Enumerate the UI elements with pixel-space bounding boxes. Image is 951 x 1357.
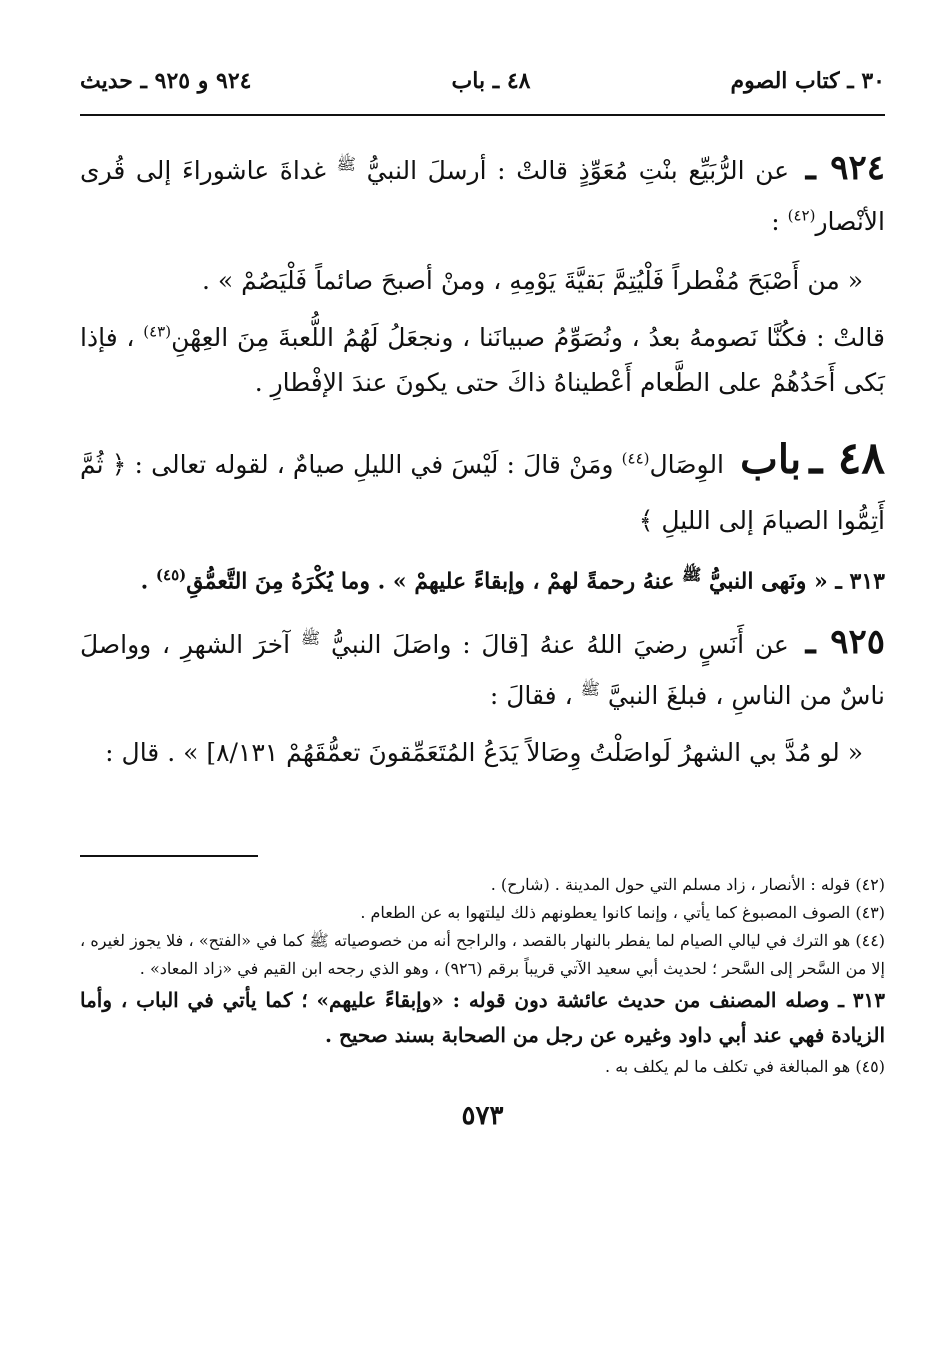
hadith-text: ، فإذا بَكى أَحَدُهُمْ على الطَّعام أَعْطيناهُ ذاكَ حتى يكونَ عندَ الإفْطارِ . xyxy=(80,323,885,398)
quote-text: « لو مُدَّ بي الشهرُ لَواصَلْتُ وِصَالاً يَدَعُ المُتَعَمِّقونَ تعمُّقَهُمْ ٨/١٣١] » . قال : xyxy=(105,738,863,768)
hadith-text: ٣١٣ ـ « ونَهى النبيُّ xyxy=(709,568,885,595)
main-text xyxy=(80,138,885,775)
salawat-glyph: ﷺ xyxy=(300,628,321,648)
hadith-quote xyxy=(80,730,885,775)
footnote-text: (٤٤) هو الترك في ليالي الصيام لما يفطر بالنهار بالقصد ، والراجح أنه من خصوصياته xyxy=(333,931,886,951)
bab-word: باب xyxy=(740,436,802,484)
document-page xyxy=(80,68,885,1131)
hadith-text: ، فقالَ : xyxy=(489,681,573,711)
footnote-ref: (٤٢) xyxy=(787,206,816,225)
header-chapter: ٣٠ ـ كتاب الصوم xyxy=(730,68,885,94)
hadith-924 xyxy=(80,138,885,244)
bab-title: ومَنْ قالَ : لَيْسَ في الليلِ صيامٌ ، لقوله تعالى : ﴿ ثُمَّ أَتِمُّوا الصيامَ إلى الليلِ ﴾ xyxy=(80,450,885,536)
salawat-glyph: ﷺ xyxy=(580,680,600,700)
hadith-313 xyxy=(80,561,885,602)
footnote-separator xyxy=(80,855,258,857)
hadith-text: عنهُ رحمةً لهمْ ، وإبقاءً عليهمْ » . وما يُكْرَهُ مِنَ التَّعمُّقِ xyxy=(186,568,675,595)
hadith-number: ٩٢٥ ـ xyxy=(805,622,886,663)
footnote-ref: (٤٤) xyxy=(621,449,650,468)
salawat-glyph: ﷺ xyxy=(336,154,356,174)
hadith-text: عن أَنَسٍ رضيَ اللهُ عنهُ [قالَ : واصَلَ النبيُّ xyxy=(330,630,789,660)
salawat-glyph: ﷺ xyxy=(309,931,329,951)
running-header xyxy=(80,68,885,108)
hadith-text: قالتْ : فكُنَّا نَصومهُ بعدُ ، ونُصَوِّمُ صبيانَنا ، ونجعَلُ لَهُمُ اللُّعبةَ مِنَ العِهْنِ xyxy=(171,323,885,353)
header-rule xyxy=(80,114,885,116)
footnote-42: (٤٢) قوله : الأنصار ، زاد مسلم التي حول المدينة . (شارح) . xyxy=(490,875,885,895)
hadith-925 xyxy=(80,612,885,718)
footnote-44 xyxy=(80,927,885,983)
hadith-continuation xyxy=(80,315,885,405)
footnote-43: (٤٣) الصوف المصبوغ كما يأتي ، وإنما كانوا يعطونهم ذلك ليلتهوا به عن الطعام . xyxy=(360,903,885,923)
salawat-glyph: ﷺ xyxy=(682,565,702,585)
quote-text: « من أَصْبَحَ مُفْطراً فَلْيُتِمَّ بَقيَّةَ يَوْمِهِ ، ومنْ أصبحَ صائماً فَلْيَصُمْ » . xyxy=(202,266,863,296)
note-313: ٣١٣ ـ وصله المصنف من حديث عائشة دون قوله : «وإبقاءً عليهم» ؛ كما يأتي في الباب ، وأما الزيادة فهي عند أبي داود وغيره عن رجل من الصحابة بسند صحيح . xyxy=(80,988,885,1048)
footnote-45: (٤٥) هو المبالغة في تكلف ما لم يكلف به . xyxy=(605,1057,885,1077)
footnote-ref: (٤٣) xyxy=(143,322,172,341)
hadith-quote xyxy=(80,258,885,303)
hadith-text: : xyxy=(771,207,780,237)
bab-title: الوِصَال xyxy=(649,450,725,480)
hadith-text: عن الرُّبَيِّع بنْتِ مُعَوِّذٍ قالتْ : أرسلَ النبيُّ xyxy=(366,156,790,185)
footnote-text: كما في «الفتح» ، فلا يجوز لغيره ، إلا من السَّحر إلى السَّحر ؛ لحديث أبي سعيد الآتي قريباً برقم (٩٢٦) ، وهو الذي رجحه ابن القيم في «زاد المعاد» . xyxy=(80,931,885,979)
hadith-text: آخرَ الشهرِ ، وواصلَ ناسٌ من الناسِ ، فبلغَ النبيَّ xyxy=(80,630,885,711)
hadith-text: غداةَ عاشوراءَ إلى قُرى الأنْصار xyxy=(80,156,885,237)
bab-number: ٤٨ ـ xyxy=(809,433,885,485)
footnotes xyxy=(80,871,885,1081)
hadith-text: . xyxy=(140,568,149,595)
header-bab: ٤٨ ـ باب xyxy=(451,68,531,94)
hadith-number: ٩٢٤ ـ xyxy=(805,148,885,188)
footnote-ref: (٤٥) xyxy=(155,566,187,585)
page-number: ٥٧٣ xyxy=(461,1101,504,1132)
bab-heading xyxy=(80,419,885,543)
header-hadith-range: ٩٢٤ و ٩٢٥ ـ حديث xyxy=(80,68,252,94)
